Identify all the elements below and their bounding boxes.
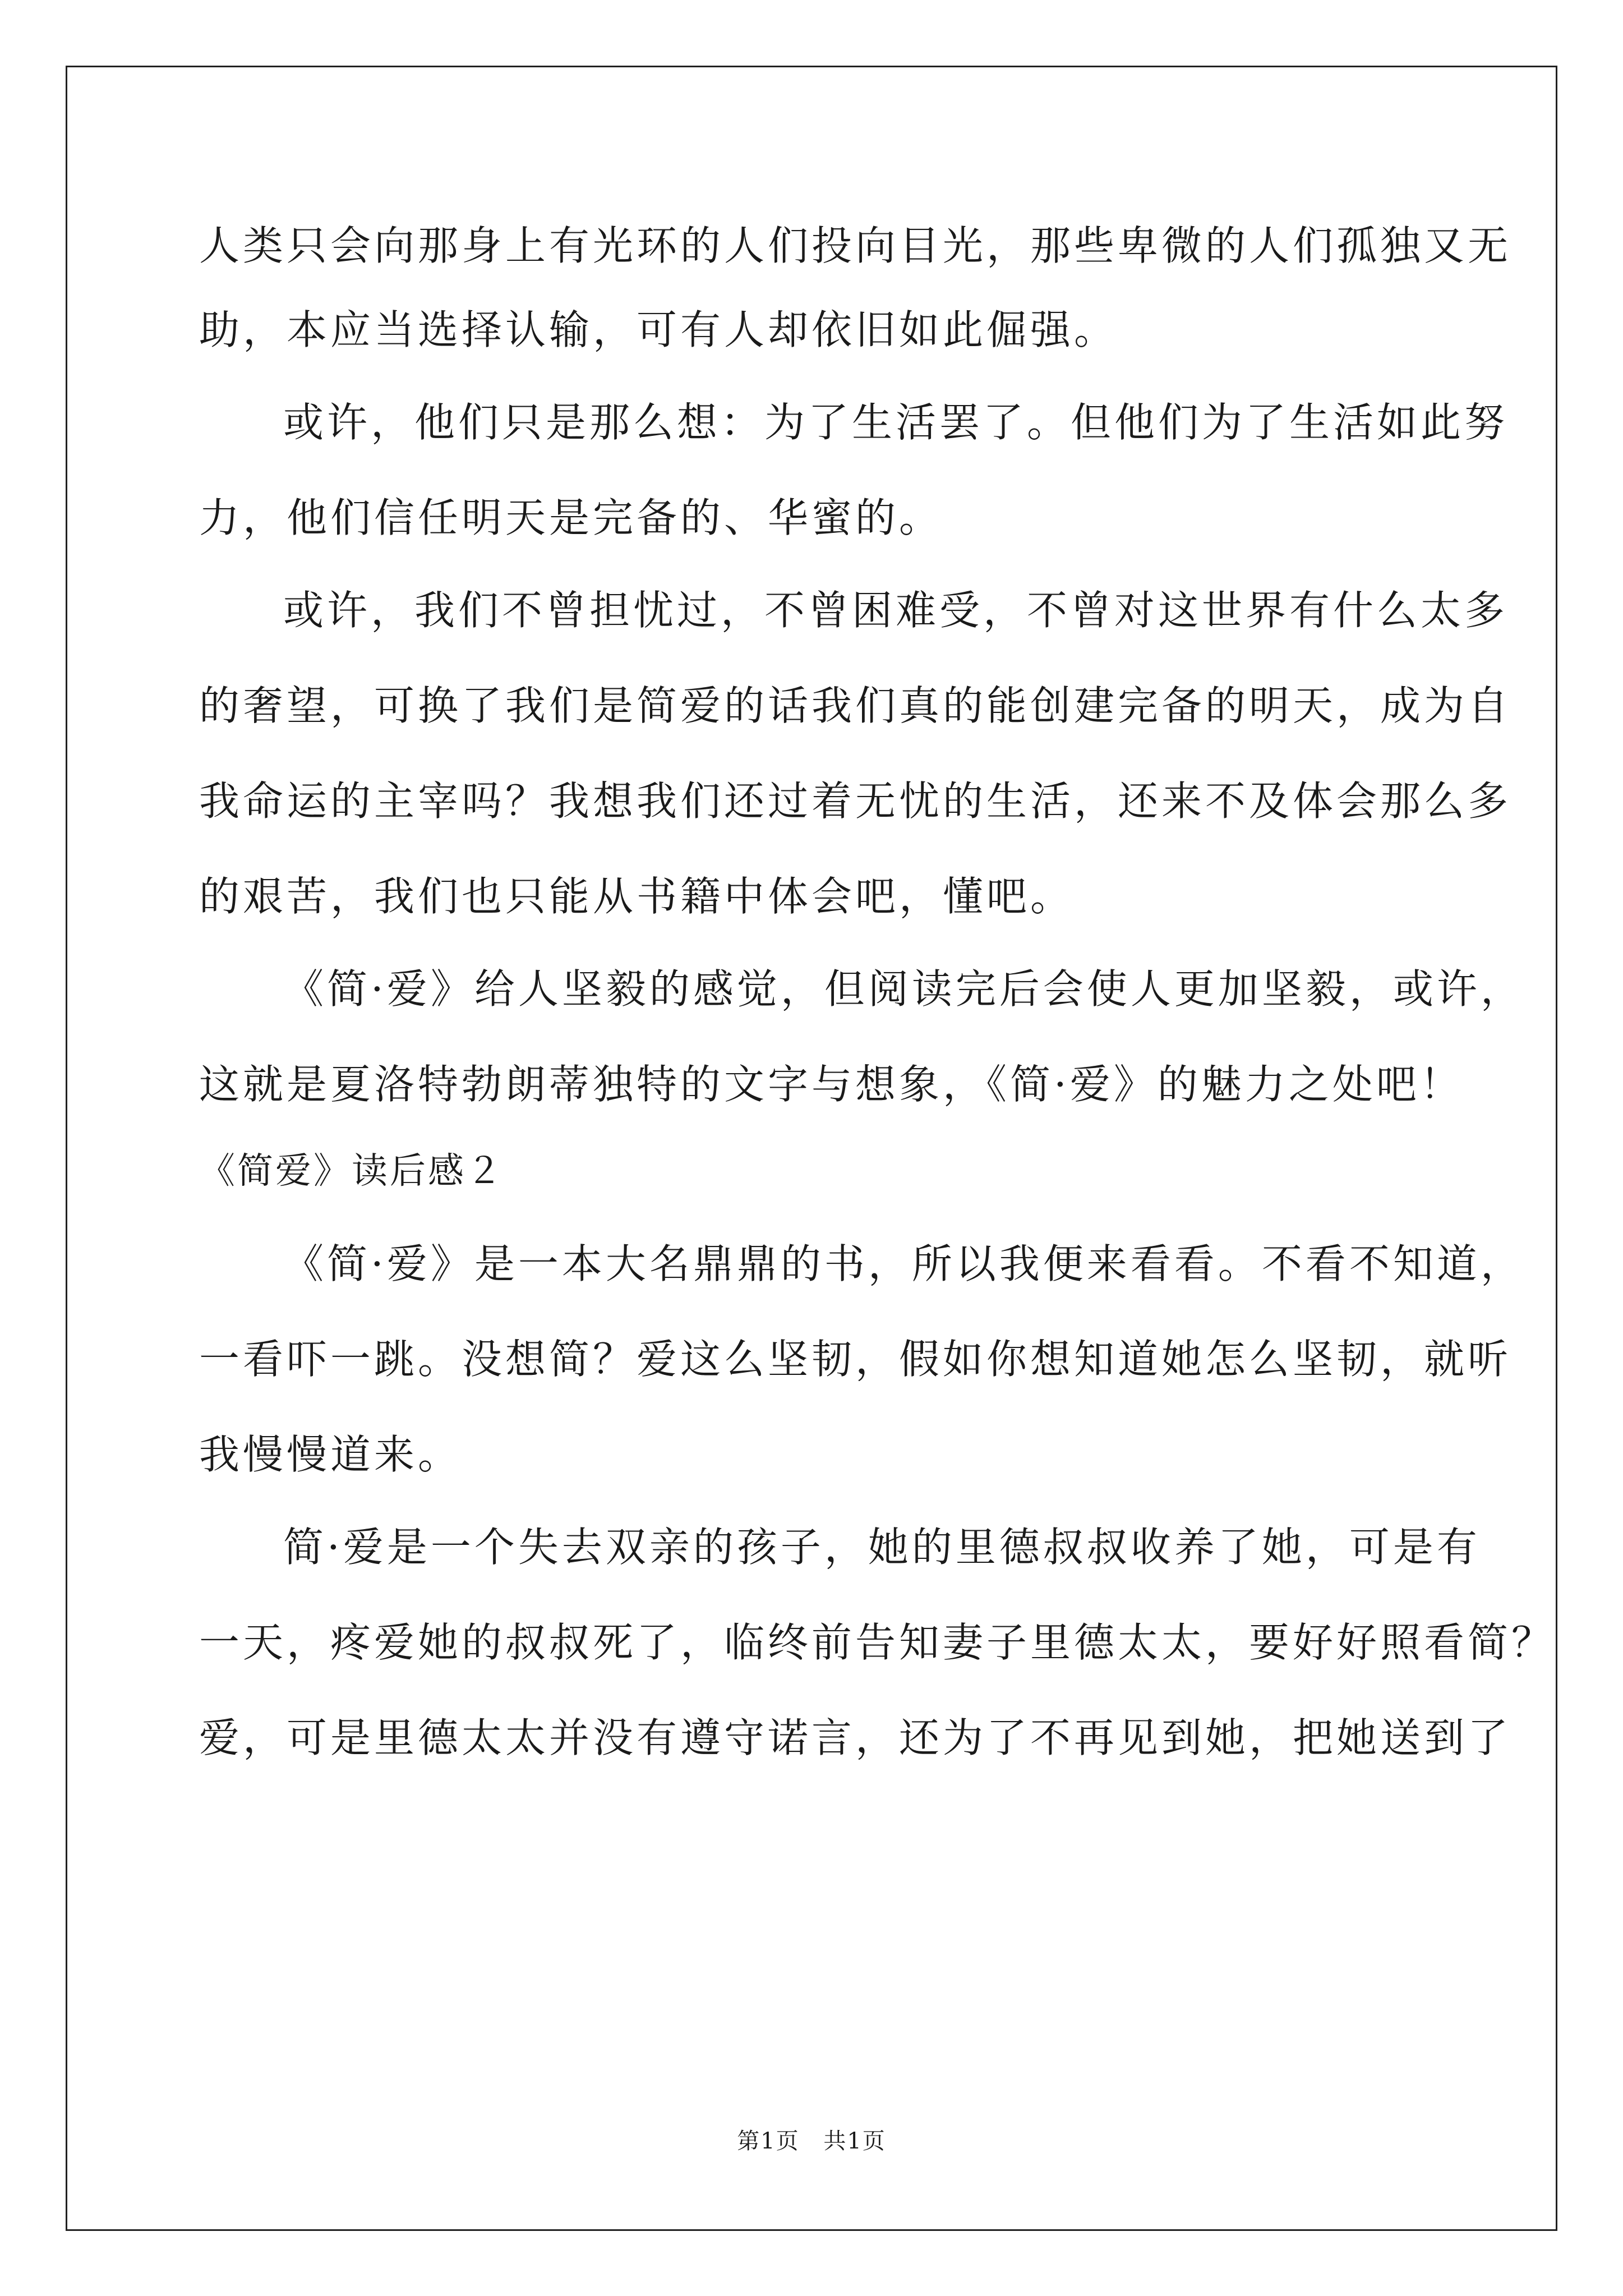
section-heading: 《简爱》读后感２ (199, 1151, 504, 1192)
paragraph-start: 或许，他们只是那么想：为了生活罢了。但他们为了生活如此努 (283, 399, 1509, 446)
text-line: 一看吓一跳。没想简？爱这么坚韧，假如你想知道她怎么坚韧，就听 (199, 1336, 1512, 1383)
text-line: 助，本应当选择认输，可有人却依旧如此倔强。 (199, 306, 1118, 353)
text-line: 的艰苦，我们也只能从书籍中体会吧，懂吧。 (199, 873, 1075, 920)
text-line: 爱，可是里德太太并没有遵守诺言，还为了不再见到她，把她送到了 (199, 1714, 1512, 1761)
text-line: 一天，疼爱她的叔叔死了，临终前告知妻子里德太太，要好好照看简？ (199, 1619, 1556, 1666)
text-line: 这就是夏洛特勃朗蒂独特的文字与想象，《简·爱》的魅力之处吧！ (199, 1061, 1464, 1108)
document-body (199, 218, 1556, 1766)
page-number: 第1页 (737, 2128, 800, 2154)
paragraph-start: 或许，我们不曾担忧过，不曾困难受，不曾对这世界有什么太多 (283, 587, 1509, 634)
text-line: 的奢望，可换了我们是简爱的话我们真的能创建完备的明天，成为自 (199, 682, 1512, 729)
text-line: 人类只会向那身上有光环的人们投向目光，那些卑微的人们孤独又无 (199, 222, 1512, 269)
paragraph-start: 《简·爱》是一本大名鼎鼎的书，所以我便来看看。不看不知道， (283, 1240, 1524, 1287)
page-footer (0, 2123, 1623, 2155)
text-line: 力，他们信任明天是完备的、华蜜的。 (199, 494, 943, 541)
text-line: 我命运的主宰吗？我想我们还过着无忧的生活，还来不及体会那么多 (199, 777, 1512, 825)
page-total: 共1页 (823, 2128, 886, 2154)
paragraph-start: 《简·爱》给人坚毅的感觉，但阅读完后会使人更加坚毅，或许， (283, 965, 1524, 1013)
text-line: 我慢慢道来。 (199, 1431, 462, 1478)
paragraph-start: 简·爱是一个失去双亲的孩子，她的里德叔叔收养了她，可是有 (283, 1524, 1481, 1571)
